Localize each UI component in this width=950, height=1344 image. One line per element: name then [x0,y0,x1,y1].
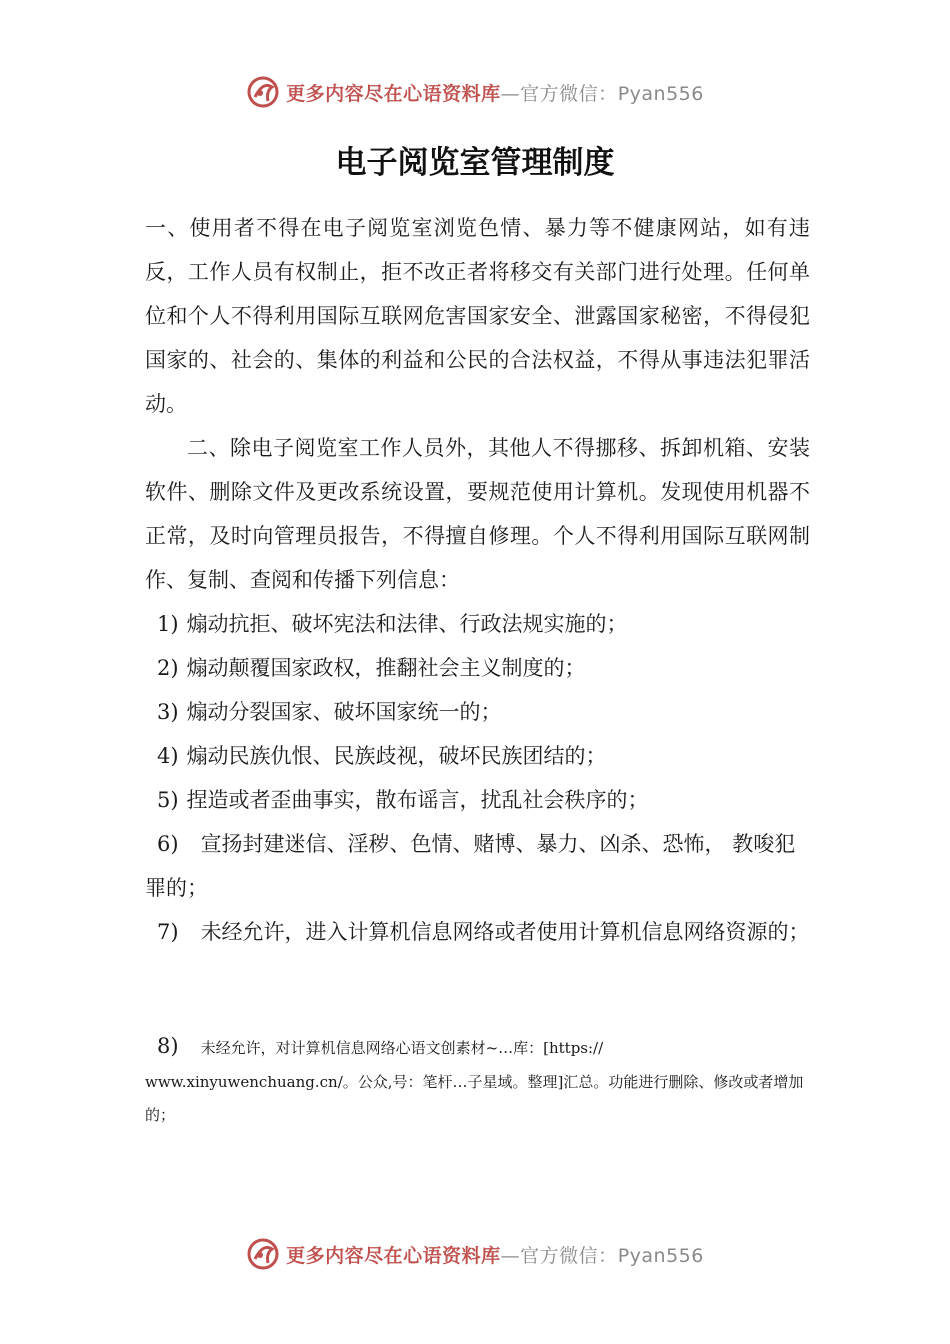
list-item-number: 5) [157,788,179,812]
header-banner [0,70,950,114]
paragraph-2: 二、除电子阅览室工作人员外，其他人不得挪移、拆卸机箱、安装软件、删除文件及更改系统设置，要规范使用计算机。发现使用机器不正常，及时向管理员报告，不得擅自修理。个人不得利用国际互联网制作、复制、查阅和传播下列信息： [145,436,810,592]
list-item-number: 7) [157,920,179,944]
list-item [145,734,810,778]
list-item-text: 煽动颠覆国家政权，推翻社会主义制度的； [186,656,586,680]
list-item-number: 8) [157,1034,179,1058]
banner-wechat-id: Pyan556 [617,82,704,105]
list-item [145,602,810,646]
prohibited-list [145,602,810,954]
list-item-number: 4) [157,744,179,768]
logo-icon [246,1237,280,1271]
list-item-text: 捏造或者歪曲事实，散布谣言，扰乱社会秩序的； [186,788,649,812]
list-item-number: 1) [157,612,179,636]
list-item-number: 3) [157,700,179,724]
banner-red-text: 更多内容尽在心语资料库 [286,82,501,105]
list-item-number: 6) [157,832,179,856]
footer-banner [0,1232,950,1276]
list-item [145,646,810,690]
banner-wechat-id: Pyan556 [617,1244,704,1267]
list-item [145,690,810,734]
list-item-8-line1: 未经允许，对计算机信息网络心语文创素材~…库：[https:// [200,1039,604,1057]
list-item-8-rest: www.xinyuwenchuang.cn/。公众,号：笔杆…子星域。整理]汇总。功能进行删除、修改或者增加的； [145,1073,804,1124]
list-item-text: 煽动抗拒、破坏宪法和法律、行政法规实施的； [186,612,628,636]
banner-gray-text: —官方微信： [500,1244,618,1267]
banner-text [286,1241,704,1268]
list-item-text: 宣扬封建迷信、淫秽、色情、赌博、暴力、凶杀、恐怖， 教唆犯罪的； [145,832,796,900]
page-title: 电子阅览室管理制度 [335,145,615,181]
list-item-number: 2) [157,656,179,680]
banner-red-text: 更多内容尽在心语资料库 [286,1244,501,1267]
paragraph-1: 一、使用者不得在电子阅览室浏览色情、暴力等不健康网站，如有违反，工作人员有权制止，拒不改正者将移交有关部门进行处理。任何单位和个人不得利用国际互联网危害国家安全、泄露国家秘密，不得侵犯国家的、社会的、集体的利益和公民的合法权益，不得从事违法犯罪活动。 [145,216,810,416]
banner-text [286,79,704,106]
banner-gray-text: —官方微信： [500,82,618,105]
list-item [145,910,810,954]
list-item-8 [145,1028,810,1132]
logo-icon [246,75,280,109]
list-item-text: 未经允许，进入计算机信息网络或者使用计算机信息网络资源的； [200,920,810,944]
list-item [145,822,810,910]
list-item-text: 煽动分裂国家、破坏国家统一的； [186,700,502,724]
list-item-text: 煽动民族仇恨、民族歧视，破坏民族团结的； [186,744,607,768]
list-item [145,778,810,822]
